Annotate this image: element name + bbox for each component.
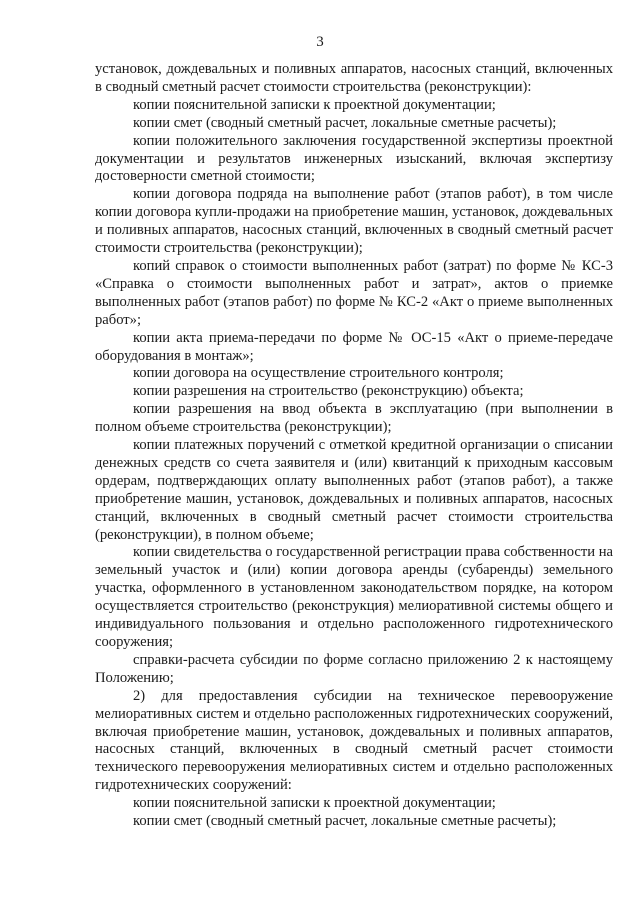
paragraph: копии положительного заключения государственной экспертизы проектной документации и результатов инженерных изысканий, включая экспертизу достоверности сметной стоимости; xyxy=(95,132,613,185)
paragraph: копии разрешения на ввод объекта в эксплуатацию (при выполнении в полном объеме строительства (реконструкции); xyxy=(95,401,613,436)
paragraph: 2) для предоставления субсидии на техническое перевооружение мелиоративных систем и отдельно расположенных гидротехнических сооружений, включая приобретение машин, установок, дождевальных и поливных аппаратов, насосных станций, включенных в сводный сметный расчет стоимости технического перевооружения мелиоративных систем и отдельно расположенных гидротехнических сооружений: xyxy=(95,687,613,794)
page-number: 3 xyxy=(316,34,324,50)
paragraph: установок, дождевальных и поливных аппаратов, насосных станций, включенных в сводный сметный расчет стоимости строительства (реконструкции): xyxy=(95,61,613,95)
paragraph: копии договора подряда на выполнение работ (этапов работ), в том числе копии договора купли-продажи на приобретение машин, установок, дождевальных и поливных аппаратов, насосных станций, включенных в сводный сметный расчет стоимости строительства (реконструкции); xyxy=(95,186,613,257)
paragraph: копии смет (сводный сметный расчет, локальные сметные расчеты); xyxy=(133,114,557,131)
paragraph: справки-расчета субсидии по форме согласно приложению 2 к настоящему Положению; xyxy=(95,651,613,686)
paragraph: копий справок о стоимости выполненных работ (затрат) по форме № КС-3 «Справка о стоимости выполненных работ и затрат», актов о приемке выполненных работ (этапов работ) по форме № КС-2 «Акт о приеме выполненных работ»; xyxy=(95,257,613,328)
paragraph: копии акта приема-передачи по форме № ОС-15 «Акт о приеме-передаче оборудования в монтаж»; xyxy=(95,329,613,364)
paragraph: копии разрешения на строительство (реконструкцию) объекта; xyxy=(133,383,524,400)
paragraph: копии платежных поручений с отметкой кредитной организации о списании денежных средств со счета заявителя и (или) квитанций к приходным кассовым ордерам, подтверждающих оплату выполненных работ (этапов работ), а также приобретение машин, установок, дождевальных и поливных аппаратов, насосных станций, включенных в сводный сметный расчет стоимости строительства (реконструкции), в полном объеме; xyxy=(95,437,613,543)
paragraph: копии договора на осуществление строительного контроля; xyxy=(133,365,504,382)
paragraph: копии свидетельства о государственной регистрации права собственности на земельный участок и (или) копии договора аренды (субаренды) земельного участка, оформленного в установленном законодательством порядке, на котором осуществляется строительство (реконструкция) мелиоративной системы общего и индивидуального пользования и отдельно расположенного гидротехнического сооружения; xyxy=(95,544,613,650)
paragraph: копии смет (сводный сметный расчет, локальные сметные расчеты); xyxy=(133,813,557,830)
document-body xyxy=(95,61,613,831)
paragraph: копии пояснительной записки к проектной документации; xyxy=(133,96,496,113)
paragraph: копии пояснительной записки к проектной документации; xyxy=(133,795,496,812)
